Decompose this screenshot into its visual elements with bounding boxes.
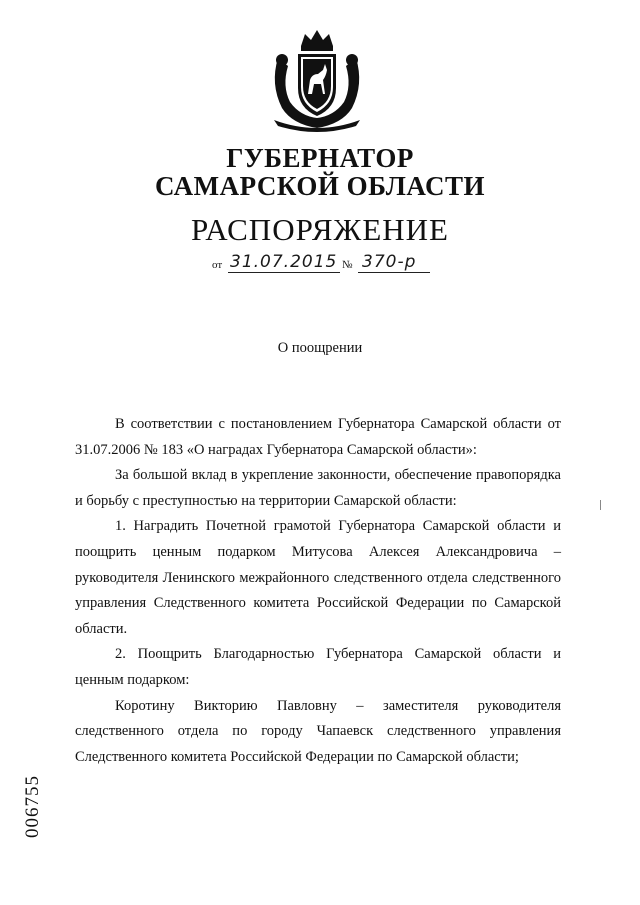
order-date-number <box>212 249 432 275</box>
document-body <box>75 412 561 770</box>
paragraph-item-1: 1. Наградить Почетной грамотой Губернатора Самарской области и поощрить ценным подарком Митусова Алексея Александровича – руководителя Ленинского межрайонного следственного отдела следственного управления Следственного комитета Российской Федерации по Самарской области. <box>75 518 561 637</box>
paragraph-item-2: 2. Поощрить Благодарностью Губернатора Самарской области и ценным подарком: <box>75 646 561 688</box>
paragraph-awardee: Коротину Викторию Павловну – заместителя руководителя следственного отдела по городу Чапаевск следственного управления Следственного комитета Российской Федерации по Самарской области; <box>75 697 561 765</box>
document-subject: О поощрении <box>277 340 363 356</box>
authority-title-line1: ГУБЕРНАТОР <box>226 143 414 173</box>
side-registration-number: 006755 <box>22 775 43 838</box>
number-underline <box>358 272 430 273</box>
order-number: 370-р <box>362 252 417 272</box>
date-underline <box>228 272 340 273</box>
order-date: 31.07.2015 <box>230 252 338 272</box>
paragraph-preamble: В соответствии с постановлением Губернатора Самарской области от 31.07.2006 № 183 «О наградах Губернатора Самарской области»: <box>75 416 561 458</box>
coat-of-arms-icon <box>268 24 366 132</box>
document-type-title: РАСПОРЯЖЕНИЕ <box>191 212 449 247</box>
margin-mark <box>600 500 601 510</box>
authority-title-line2: САМАРСКОЙ ОБЛАСТИ <box>154 171 486 201</box>
paragraph-reason: За большой вклад в укрепление законности, обеспечение правопорядка и борьбу с преступностью на территории Самарской области: <box>75 467 561 509</box>
date-label: от <box>212 259 223 271</box>
number-label: № <box>342 259 353 271</box>
